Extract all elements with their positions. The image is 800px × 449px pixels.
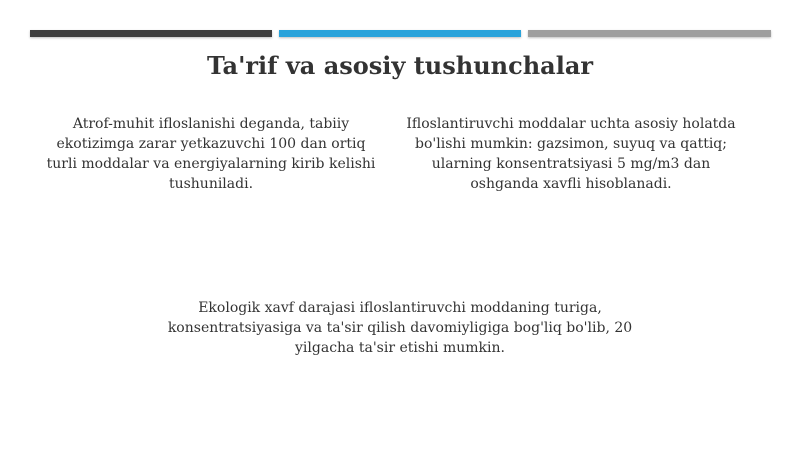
accent-bar-gray [528, 30, 771, 37]
paragraph-pollutant-states: Ifloslantiruvchi moddalar uchta asosiy holatda bo'lishi mumkin: gazsimon, suyuq va qattiq; ularning konsentratsiyasi 5 mg/m3 dan oshganda xavfli hisoblanadi. [406, 116, 736, 192]
accent-bar-blue [279, 30, 521, 37]
paragraph-risk-level: Ekologik xavf darajasi ifloslantiruvchi moddaning turiga, konsentratsiyasiga va ta'sir qilish davomiyligiga bog'liq bo'lib, 20 yilgacha ta'sir etishi mumkin. [167, 300, 633, 356]
slide-title: Ta'rif va asosiy tushunchalar [206, 51, 594, 80]
paragraph-definition: Atrof-muhit ifloslanishi deganda, tabiiy ekotizimga zarar yetkazuvchi 100 dan ortiq turli moddalar va energiyalarning kirib kelishi tushuniladi. [46, 116, 376, 192]
accent-bar-dark [30, 30, 272, 37]
